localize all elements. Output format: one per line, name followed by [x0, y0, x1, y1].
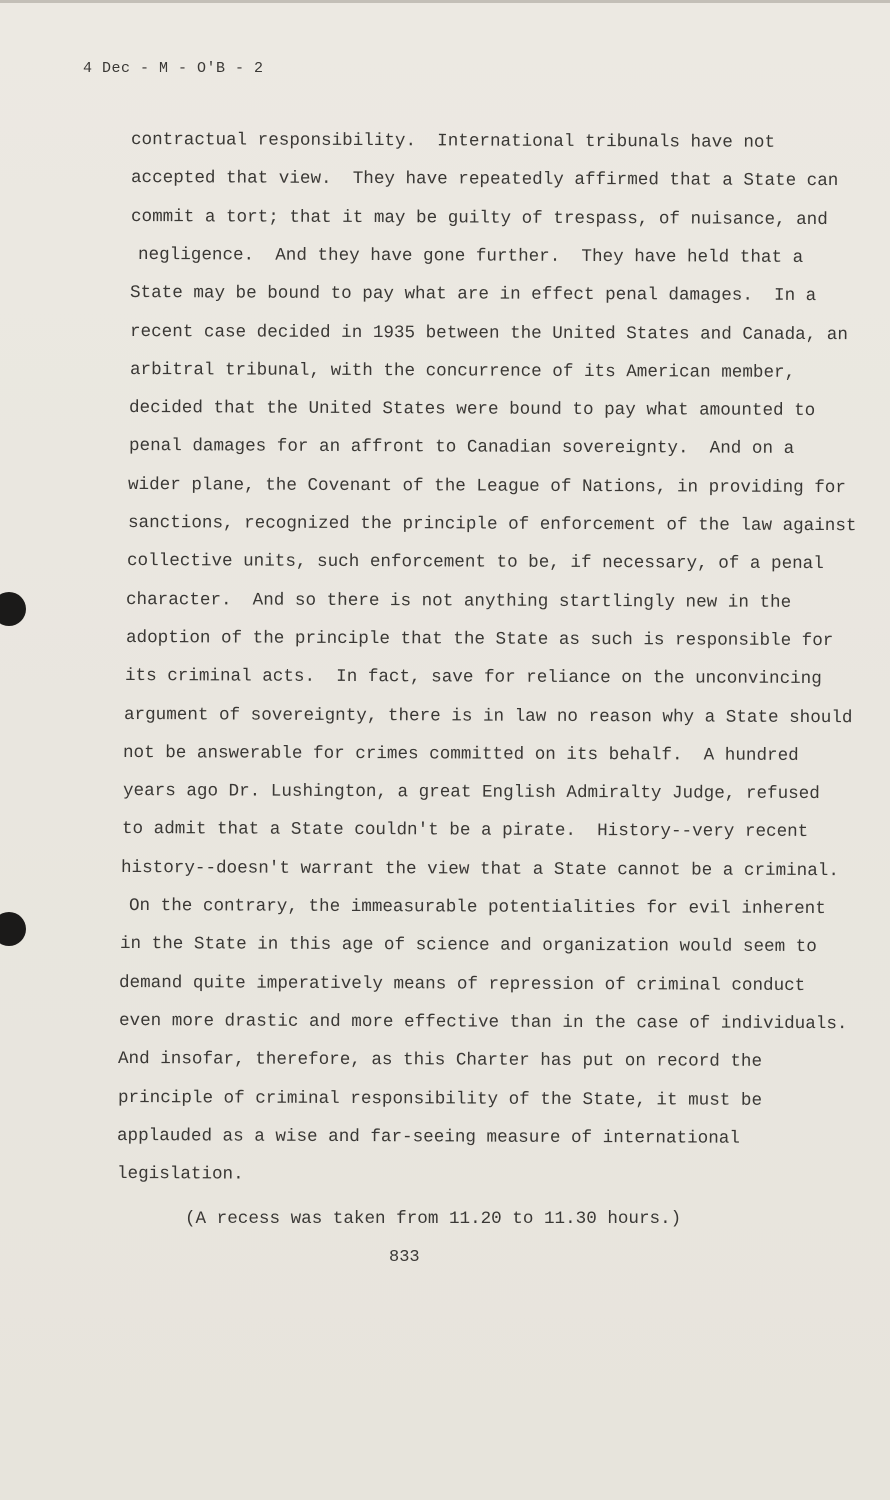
- body-line: contractual responsibility. International tribunals have not: [130, 130, 776, 153]
- body-line: accepted that view. They have repeatedly affirmed that a State can: [130, 168, 839, 192]
- binder-hole: [0, 912, 26, 946]
- body-line: arbitral tribunal, with the concurrence of its American member,: [129, 359, 796, 383]
- document-reference-header: 4 Dec - M - O'B - 2: [83, 60, 264, 77]
- body-line: history--doesn't warrant the view that a State cannot be a criminal.: [120, 857, 839, 881]
- body-line: wider plane, the Covenant of the League of Nations, in providing for: [127, 474, 846, 498]
- binder-hole: [0, 592, 26, 626]
- body-line: argument of sovereignty, there is in law no reason why a State should: [123, 704, 853, 728]
- body-line: collective units, such enforcement to be, if necessary, of a penal: [126, 551, 824, 575]
- body-line: principle of criminal responsibility of the State, it must be: [117, 1087, 763, 1111]
- recess-note: (A recess was taken from 11.20 to 11.30 hours.): [185, 1209, 682, 1229]
- page-top-edge: [0, 0, 890, 3]
- body-line: sanctions, recognized the principle of enforcement of the law against: [127, 513, 857, 537]
- body-line: State may be bound to pay what are in effect penal damages. In a: [129, 283, 817, 307]
- body-line: legislation.: [116, 1164, 244, 1185]
- body-line: penal damages for an affront to Canadian sovereignty. And on a: [128, 436, 795, 460]
- body-line: its criminal acts. In fact, save for reliance on the unconvincing: [124, 666, 822, 690]
- body-line: decided that the United States were bound to pay what amounted to: [128, 398, 816, 422]
- body-line: character. And so there is not anything startlingly new in the: [125, 589, 792, 613]
- body-line: demand quite imperatively means of repression of criminal conduct: [118, 972, 806, 996]
- body-line: recent case decided in 1935 between the United States and Canada, an: [129, 321, 848, 345]
- body-line: to admit that a State couldn't be a pirate. History--very recent: [121, 819, 809, 843]
- body-line: commit a tort; that it may be guilty of trespass, of nuisance, and: [130, 206, 828, 230]
- body-line: On the contrary, the immeasurable potentialities for evil inherent: [128, 896, 826, 920]
- body-line: And insofar, therefore, as this Charter has put on record the: [117, 1049, 763, 1072]
- body-line: negligence. And they have gone further. They have held that a: [137, 244, 804, 268]
- body-line: even more drastic and more effective than in the case of individuals.: [118, 1010, 848, 1035]
- body-line: applauded as a wise and far-seeing measure of international: [116, 1125, 740, 1149]
- body-line: not be answerable for crimes committed on its behalf. A hundred: [122, 742, 799, 766]
- page-number: 833: [389, 1248, 420, 1267]
- body-line: years ago Dr. Lushington, a great English Admiralty Judge, refused: [122, 781, 820, 805]
- body-line: in the State in this age of science and organization would seem to: [119, 934, 817, 958]
- body-line: adoption of the principle that the State as such is responsible for: [125, 627, 834, 651]
